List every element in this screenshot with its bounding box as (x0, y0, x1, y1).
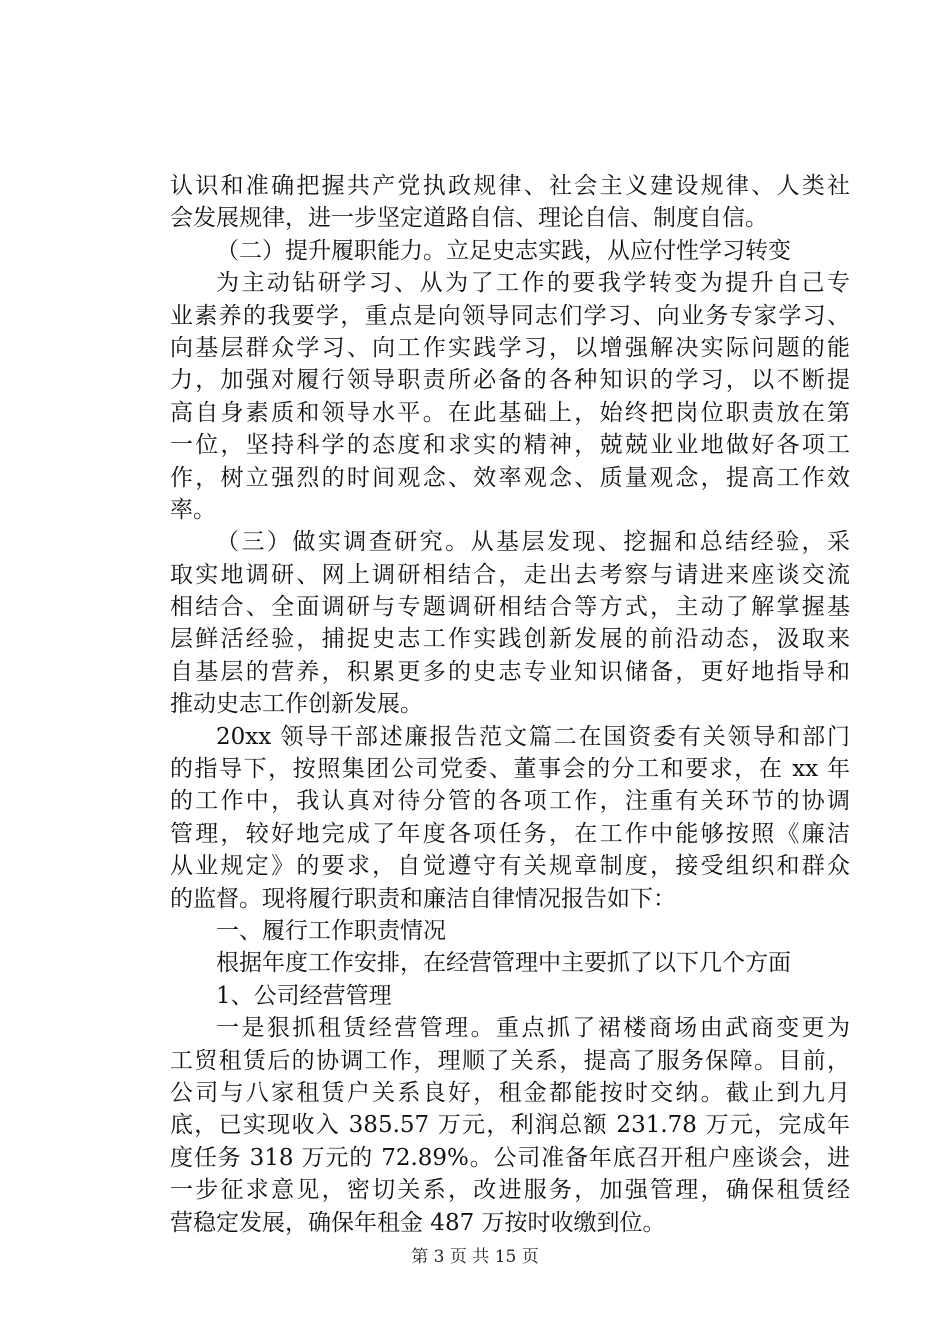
text-line: 推动史志工作创新发展。 (170, 691, 423, 718)
text-line: 率。 (170, 496, 216, 523)
paragraph-heading: （三）做实调查研究。从基层发现、挖掘和总结经验，采 (216, 529, 850, 556)
text-line: 20xx 领导干部述廉报告范文篇二在国资委有关领导和部门 (216, 723, 850, 750)
text-line: 向基层群众学习、向工作实践学习，以增强解决实际问题的能 (170, 334, 850, 361)
text-line: 管理，较好地完成了年度各项任务，在工作中能够按照《廉洁 (170, 820, 850, 847)
text-line: 业素养的我要学，重点是向领导同志们学习、向业务专家学习、 (170, 302, 850, 329)
text-line: 从业规定》的要求，自觉遵守有关规章制度，接受组织和群众 (170, 853, 850, 880)
text-line: 的监督。现将履行职责和廉洁自律情况报告如下： (170, 885, 676, 912)
text-line: 力，加强对履行领导职责所必备的各种知识的学习，以不断提 (170, 367, 850, 394)
text-line: 为主动钻研学习、从为了工作的要我学转变为提升自己专 (216, 270, 850, 297)
text-line: 营稳定发展，确保年租金 487 万按时收缴到位。 (170, 1209, 666, 1236)
paragraph-heading: （二）提升履职能力。立足史志实践，从应付性学习转变 (216, 237, 791, 264)
text-line: 的工作中，我认真对待分管的各项工作，注重有关环节的协调 (170, 788, 850, 815)
text-line: 底，已实现收入 385.57 万元，利润总额 231.78 万元，完成年 (170, 1112, 850, 1139)
text-line: 的指导下，按照集团公司党委、董事会的分工和要求，在 xx 年 (170, 756, 850, 783)
text-line: 层鲜活经验，捕捉史志工作实践创新发展的前沿动态，汲取来 (170, 626, 850, 653)
text-line: 认识和准确把握共产党执政规律、社会主义建设规律、人类社 (170, 173, 850, 199)
text-line: 工贸租赁后的协调工作，理顺了关系，提高了服务保障。目前， (170, 1047, 850, 1074)
text-line: 会发展规律，进一步坚定道路自信、理论自信、制度自信。 (170, 205, 768, 232)
text-line: 公司与八家租赁户关系良好，租金都能按时交纳。截止到九月 (170, 1079, 850, 1106)
section-heading: 一、履行工作职责情况 (216, 917, 446, 944)
page-number-footer: 第 3 页 共 15 页 (411, 1247, 539, 1267)
text-line: 取实地调研、网上调研相结合，走出去考察与请进来座谈交流 (170, 561, 850, 588)
text-line: 一位，坚持科学的态度和求实的精神，兢兢业业地做好各项工 (170, 432, 850, 459)
subsection-heading: 1、公司经营管理 (216, 982, 392, 1009)
document-body (170, 170, 850, 1239)
text-line: 高自身素质和领导水平。在此基础上，始终把岗位职责放在第 (170, 399, 850, 426)
text-line: 根据年度工作安排，在经营管理中主要抓了以下几个方面 (216, 950, 791, 977)
text-line: 一步征求意见，密切关系，改进服务，加强管理，确保租赁经 (170, 1177, 850, 1204)
text-line: 一是狠抓租赁经营管理。重点抓了裙楼商场由武商变更为 (216, 1015, 850, 1042)
text-line: 相结合、全面调研与专题调研相结合等方式，主动了解掌握基 (170, 594, 850, 621)
text-line: 度任务 318 万元的 72.89%。公司准备年底召开租户座谈会，进 (170, 1144, 850, 1171)
text-line: 自基层的营养，积累更多的史志专业知识储备，更好地指导和 (170, 658, 850, 685)
text-line: 作，树立强烈的时间观念、效率观念、质量观念，提高工作效 (170, 464, 850, 491)
